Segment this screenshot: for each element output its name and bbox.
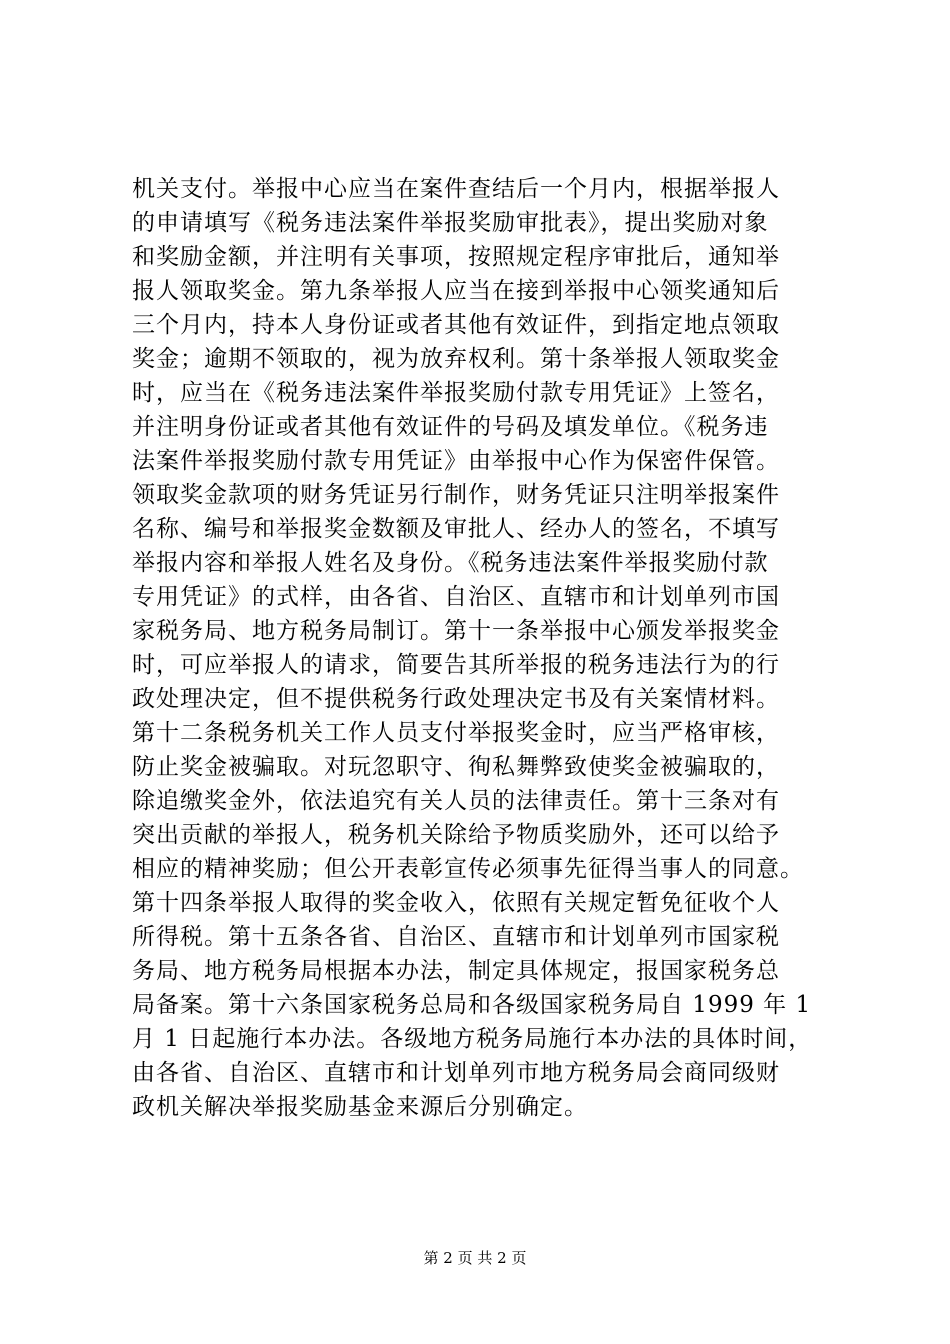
text-line: 第十二条税务机关工作人员支付举报奖金时，应当严格审核，	[132, 720, 780, 746]
text-line: 三个月内，持本人身份证或者其他有效证件，到指定地点领取	[132, 312, 780, 338]
page-number-footer: 第 2 页 共 2 页	[423, 1249, 527, 1267]
text-line: 名称、编号和举报奖金数额及审批人、经办人的签名，不填写	[132, 516, 780, 542]
text-line: 由各省、自治区、直辖市和计划单列市地方税务局会商同级财	[132, 1060, 780, 1086]
text-line: 时，可应举报人的请求，简要告其所举报的税务违法行为的行	[132, 652, 780, 678]
text-line: 政机关解决举报奖励基金来源后分别确定。	[132, 1094, 588, 1120]
text-line: 家税务局、地方税务局制订。第十一条举报中心颁发举报奖金	[132, 618, 780, 644]
text-line: 报人领取奖金。第九条举报人应当在接到举报中心领奖通知后	[132, 278, 780, 304]
text-line: 奖金；逾期不领取的，视为放弃权利。第十条举报人领取奖金	[132, 346, 780, 372]
text-line: 机关支付。举报中心应当在案件查结后一个月内，根据举报人	[132, 176, 780, 202]
text-line: 除追缴奖金外，依法追究有关人员的法律责任。第十三条对有	[132, 788, 780, 814]
text-line: 务局、地方税务局根据本办法，制定具体规定，报国家税务总	[132, 958, 780, 984]
text-line: 专用凭证》的式样，由各省、自治区、直辖市和计划单列市国	[132, 584, 780, 610]
text-line: 政处理决定，但不提供税务行政处理决定书及有关案情材料。	[132, 686, 780, 712]
text-line: 防止奖金被骗取。对玩忽职守、徇私舞弊致使奖金被骗取的，	[132, 754, 780, 780]
text-line: 第十四条举报人取得的奖金收入，依照有关规定暂免征收个人	[132, 890, 780, 916]
text-line: 和奖励金额，并注明有关事项，按照规定程序审批后，通知举	[132, 244, 780, 270]
text-line: 突出贡献的举报人，税务机关除给予物质奖励外，还可以给予	[132, 822, 780, 848]
text-line: 法案件举报奖励付款专用凭证》由举报中心作为保密件保管。	[132, 448, 780, 474]
text-line: 领取奖金款项的财务凭证另行制作，财务凭证只注明举报案件	[132, 482, 780, 508]
text-line: 所得税。第十五条各省、自治区、直辖市和计划单列市国家税	[132, 924, 780, 950]
text-line: 并注明身份证或者其他有效证件的号码及填发单位。《税务违	[132, 414, 769, 440]
text-line: 时，应当在《税务违法案件举报奖励付款专用凭证》上签名，	[132, 380, 780, 406]
text-line: 月 1 日起施行本办法。各级地方税务局施行本办法的具体时间，	[132, 1026, 813, 1052]
body-text	[132, 172, 832, 1124]
text-line: 举报内容和举报人姓名及身份。《税务违法案件举报奖励付款	[132, 550, 769, 576]
text-line: 的申请填写《税务违法案件举报奖励审批表》，提出奖励对象	[132, 210, 769, 236]
text-line: 局备案。第十六条国家税务总局和各级国家税务局自 1999 年 1	[132, 992, 812, 1018]
text-line: 相应的精神奖励；但公开表彰宣传必须事先征得当事人的同意。	[132, 856, 804, 882]
